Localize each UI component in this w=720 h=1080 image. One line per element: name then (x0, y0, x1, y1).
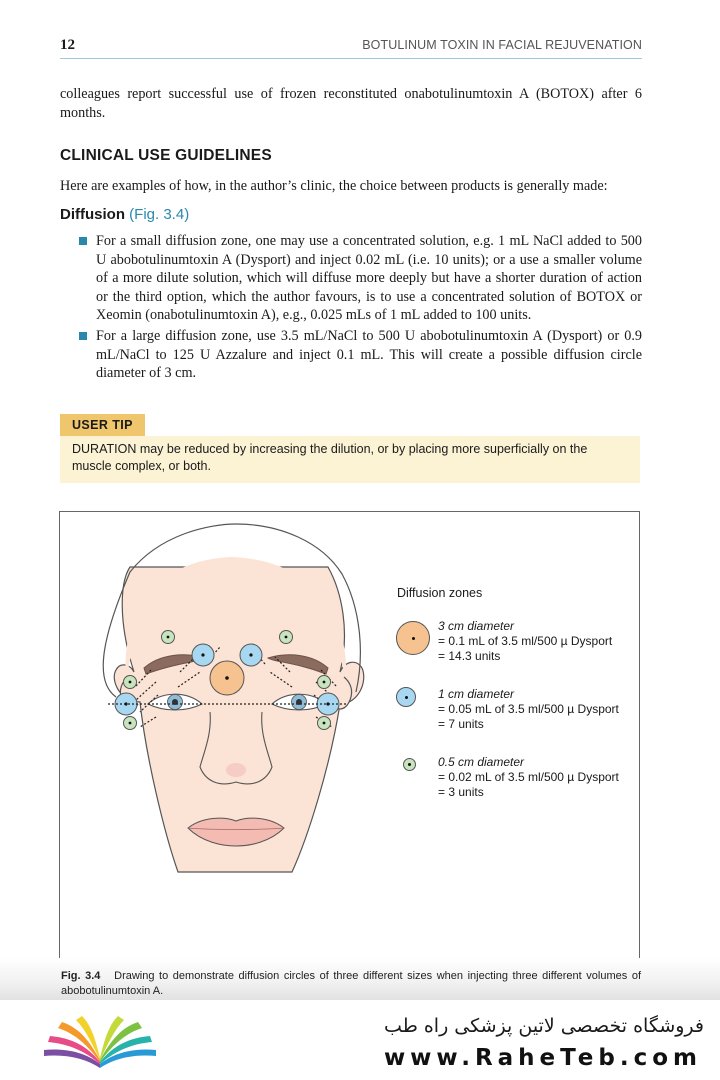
section-paragraph: Here are examples of how, in the author’s clinic, the choice between products is generally made: (60, 178, 608, 194)
legend-dose: = 0.02 mL of 3.5 ml/500 µ Dysport (438, 770, 619, 784)
figure-caption (61, 969, 641, 999)
figure-reference-link[interactable]: (Fig. 3.4) (129, 206, 190, 223)
bullet-list (60, 232, 642, 385)
page-header (60, 36, 642, 59)
page-number: 12 (60, 37, 75, 53)
open-book-logo-icon (40, 1012, 160, 1072)
square-bullet-icon (79, 332, 87, 340)
blue-circle-icon (396, 687, 416, 707)
user-tip-box (60, 436, 640, 483)
shop-name: فروشگاه تخصصی لاتین پزشکی راه طب (384, 1015, 704, 1037)
running-head: BOTULINUM TOXIN IN FACIAL REJUVENATION (362, 38, 642, 52)
face-illustration (60, 512, 640, 960)
legend-units: = 14.3 units (438, 649, 501, 663)
figure-caption-text: Drawing to demonstrate diffusion circles of three different sizes when injecting three different volumes of abobotulinumtoxin A. (61, 970, 642, 997)
legend-diameter: 3 cm diameter (438, 619, 515, 633)
square-bullet-icon (79, 237, 87, 245)
section-heading: CLINICAL USE GUIDELINES (60, 147, 272, 164)
intro-paragraph: colleagues report successful use of frozen reconstituted onabotulinumtoxin A (BOTOX) after 6 months. (60, 86, 642, 121)
orange-circle-icon (396, 621, 430, 655)
legend-units: = 3 units (438, 785, 484, 799)
green-circle-icon (403, 758, 416, 771)
legend-diameter: 0.5 cm diameter (438, 755, 525, 769)
user-tip-text: DURATION may be reduced by increasing the dilution, or by placing more superficially on the muscle complex, or both. (72, 442, 588, 473)
figure-diffusion-zones (59, 511, 640, 960)
subheading-text: Diffusion (60, 206, 125, 223)
figure-number: Fig. 3.4 (61, 970, 101, 982)
legend-dose: = 0.1 mL of 3.5 ml/500 µ Dysport (438, 634, 613, 648)
watermark-footer (0, 1000, 720, 1080)
bullet-item (60, 232, 642, 325)
legend-dose: = 0.05 mL of 3.5 ml/500 µ Dysport (438, 702, 619, 716)
user-tip-label: USER TIP (60, 414, 145, 436)
shop-url: www.RaheTeb.com (383, 1045, 702, 1071)
subheading (60, 206, 189, 223)
legend-diameter: 1 cm diameter (438, 687, 515, 701)
bullet-text: For a large diffusion zone, use 3.5 mL/NaCl to 500 U abobotulinumtoxin A (Dysport) or 0.9 mL/NaCl to 125 U Azzalure and inject 0.1 mL. This will create a possible diffusion circle diameter of 3 cm. (96, 327, 642, 382)
bullet-text: For a small diffusion zone, one may use a concentrated solution, e.g. 1 mL NaCl added to 500 U abobotulinumtoxin A (Dysport) and inject 0.02 mL (i.e. 10 units); or a use a smaller volume of a more dilute solution, which will diffuse more deeply but have a shorter duration of action or the third option, which the author favours, is to use a concentrated solution of BOTOX or Xeomin (onabotulinumtoxin A), e.g., 0.025 mLs of 1 mL added to 100 units. (96, 233, 642, 324)
legend-units: = 7 units (438, 717, 484, 731)
bullet-item (60, 327, 642, 383)
legend-title: Diffusion zones (397, 586, 483, 600)
